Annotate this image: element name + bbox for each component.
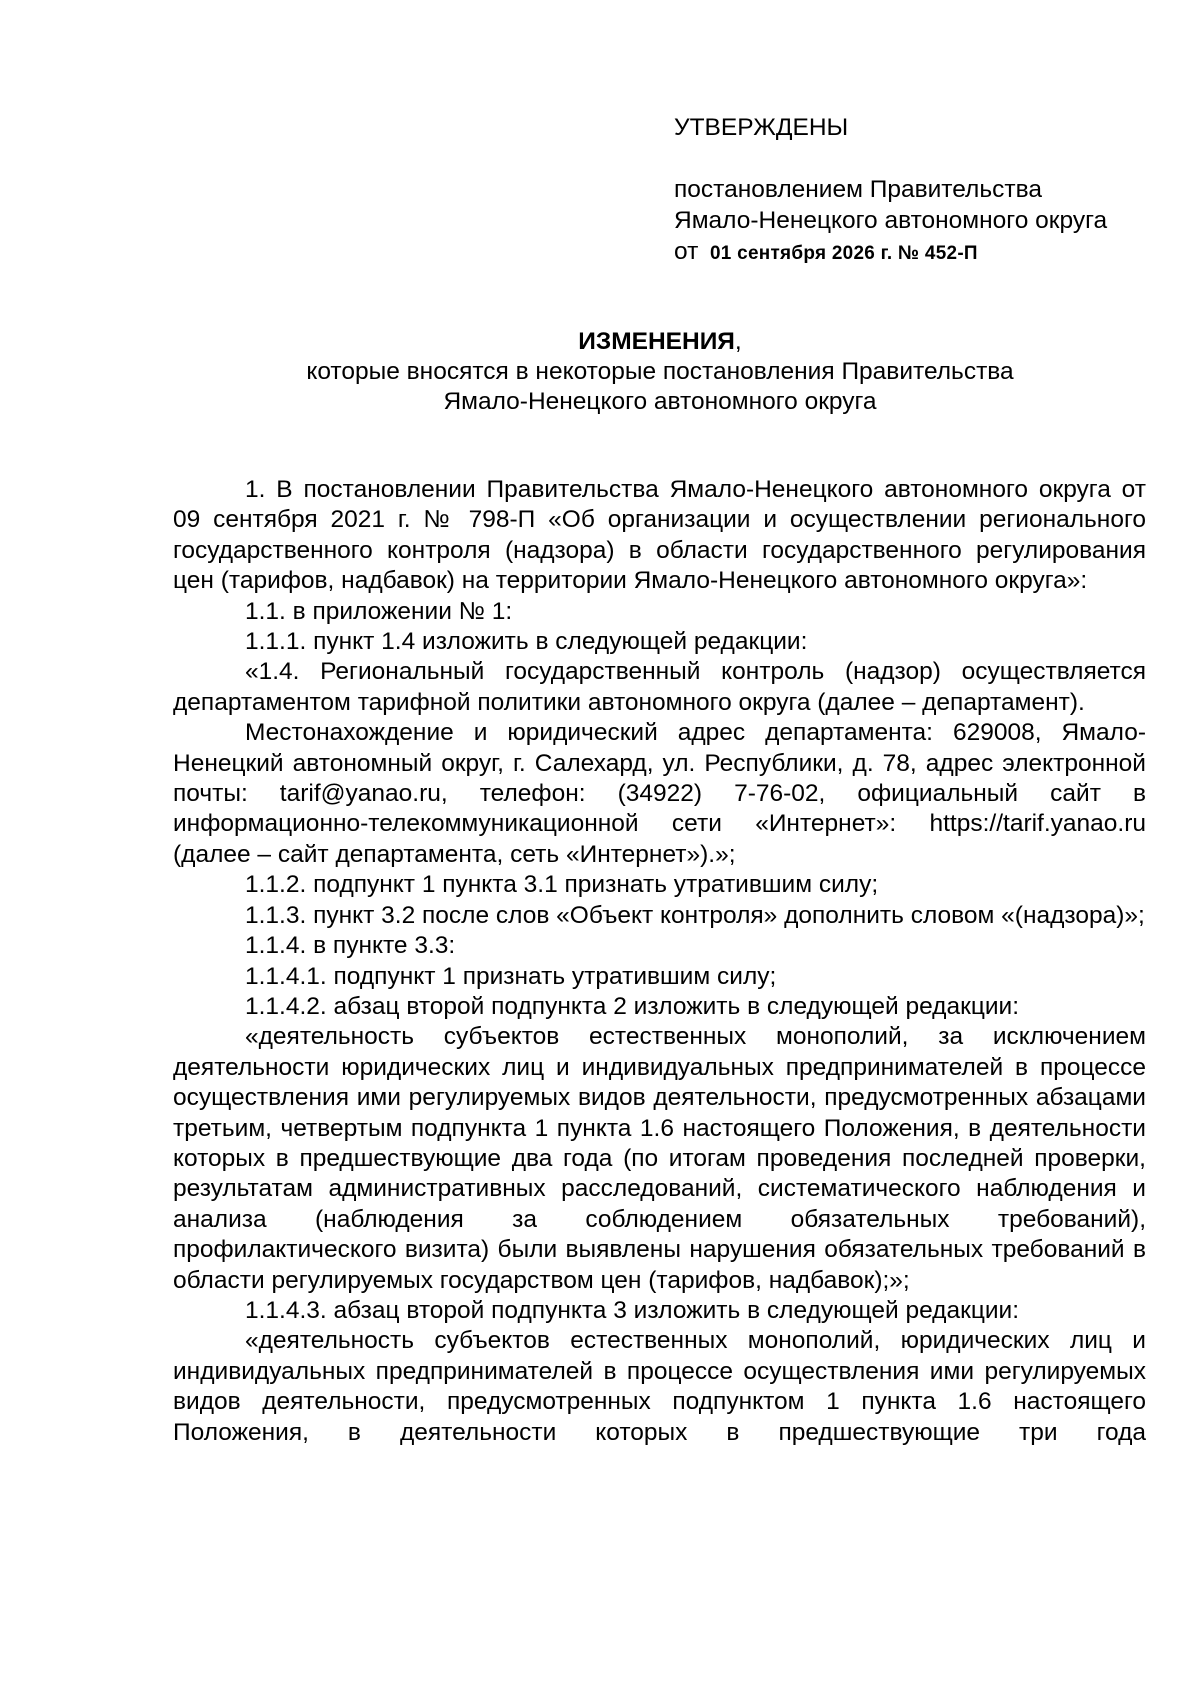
paragraph: 1.1.4.3. абзац второй подпункта 3 изложить в следующей редакции: (245, 1296, 1020, 1324)
approval-line-1: постановлением Правительства (674, 176, 1042, 203)
document-subtitle-1: которые вносятся в некоторые постановления Правительства (306, 358, 1014, 385)
paragraph: 1.1. в приложении № 1: (245, 597, 513, 625)
paragraph: Местонахождение и юридический адрес департамента: 629008, Ямало-Ненецкий автономный округ, г. Салехард, ул. Республики, д. 78, адрес электронной почты: tarif@yanao.ru, телефон: (34922) 7-76-02, официальный сайт в информационно-телекоммуникационной сети «Интернет»: https://tarif.yanao.ru (далее – сайт департамента, сеть «Интернет»).»; (173, 719, 1146, 868)
paragraph: 1.1.3. пункт 3.2 после слов «Объект контроля» дополнить словом «(надзора)»; (245, 901, 1145, 929)
paragraph: 1. В постановлении Правительства Ямало-Ненецкого автономного округа от 09 сентября 2021 г. № 798-П «Об организации и осуществлении регионального государственного контроля (надзора) в области государственного регулирования цен (тарифов, надбавок) на территории Ямало-Ненецкого автономного округа»: (173, 476, 1146, 595)
approval-stamp (674, 112, 1154, 269)
document-title-comma: , (734, 328, 742, 355)
paragraph: 1.1.2. подпункт 1 пункта 3.1 признать утратившим силу; (245, 871, 879, 899)
approval-line-2: Ямало-Ненецкого автономного округа (674, 207, 1108, 234)
approval-date-prefix: от (674, 238, 699, 265)
approval-date (674, 236, 1154, 269)
document-title-main: ИЗМЕНЕНИЯ (578, 328, 735, 355)
paragraph: 1.1.4. в пункте 3.3: (245, 932, 456, 960)
paragraph: 1.1.4.1. подпункт 1 признать утратившим силу; (245, 962, 777, 990)
paragraph: 1.1.1. пункт 1.4 изложить в следующей редакции: (245, 628, 808, 656)
spacer (674, 143, 1154, 174)
paragraph: «1.4. Региональный государственный контроль (надзор) осуществляется департаментом тарифной политики автономного округа (далее – департамент). (173, 658, 1146, 716)
approval-heading: УТВЕРЖДЕНЫ (674, 114, 849, 141)
document-subtitle-2: Ямало-Ненецкого автономного округа (443, 388, 877, 415)
paragraph: «деятельность субъектов естественных монополий, за исключением деятельности юридических лиц и индивидуальных предпринимателей в процессе осуществления ими регулируемых видов деятельности, предусмотренных абзацами третьим, четвертым подпункта 1 пункта 1.6 настоящего Положения, в деятельности которых в предшествующие два года (по итогам проведения последней проверки, результатам административных расследований, систематического наблюдения и анализа (наблюдения за соблюдением обязательных требований), профилактического визита) были выявлены нарушения обязательных требований в области регулируемых государством цен (тарифов, надбавок);»; (173, 1023, 1146, 1294)
document-body (173, 475, 1146, 1448)
document-title (160, 327, 1160, 357)
document-title-block (160, 327, 1160, 417)
approval-date-number: 01 сентября 2026 г. № 452-П (710, 242, 979, 264)
paragraph: «деятельность субъектов естественных монополий, юридических лиц и индивидуальных предпринимателей в процессе осуществления ими регулируемых видов деятельности, предусмотренных подпунктом 1 пункта 1.6 настоящего Положения, в деятельности которых в предшествующие три года (173, 1327, 1146, 1446)
paragraph: 1.1.4.2. абзац второй подпункта 2 изложить в следующей редакции: (245, 992, 1020, 1020)
